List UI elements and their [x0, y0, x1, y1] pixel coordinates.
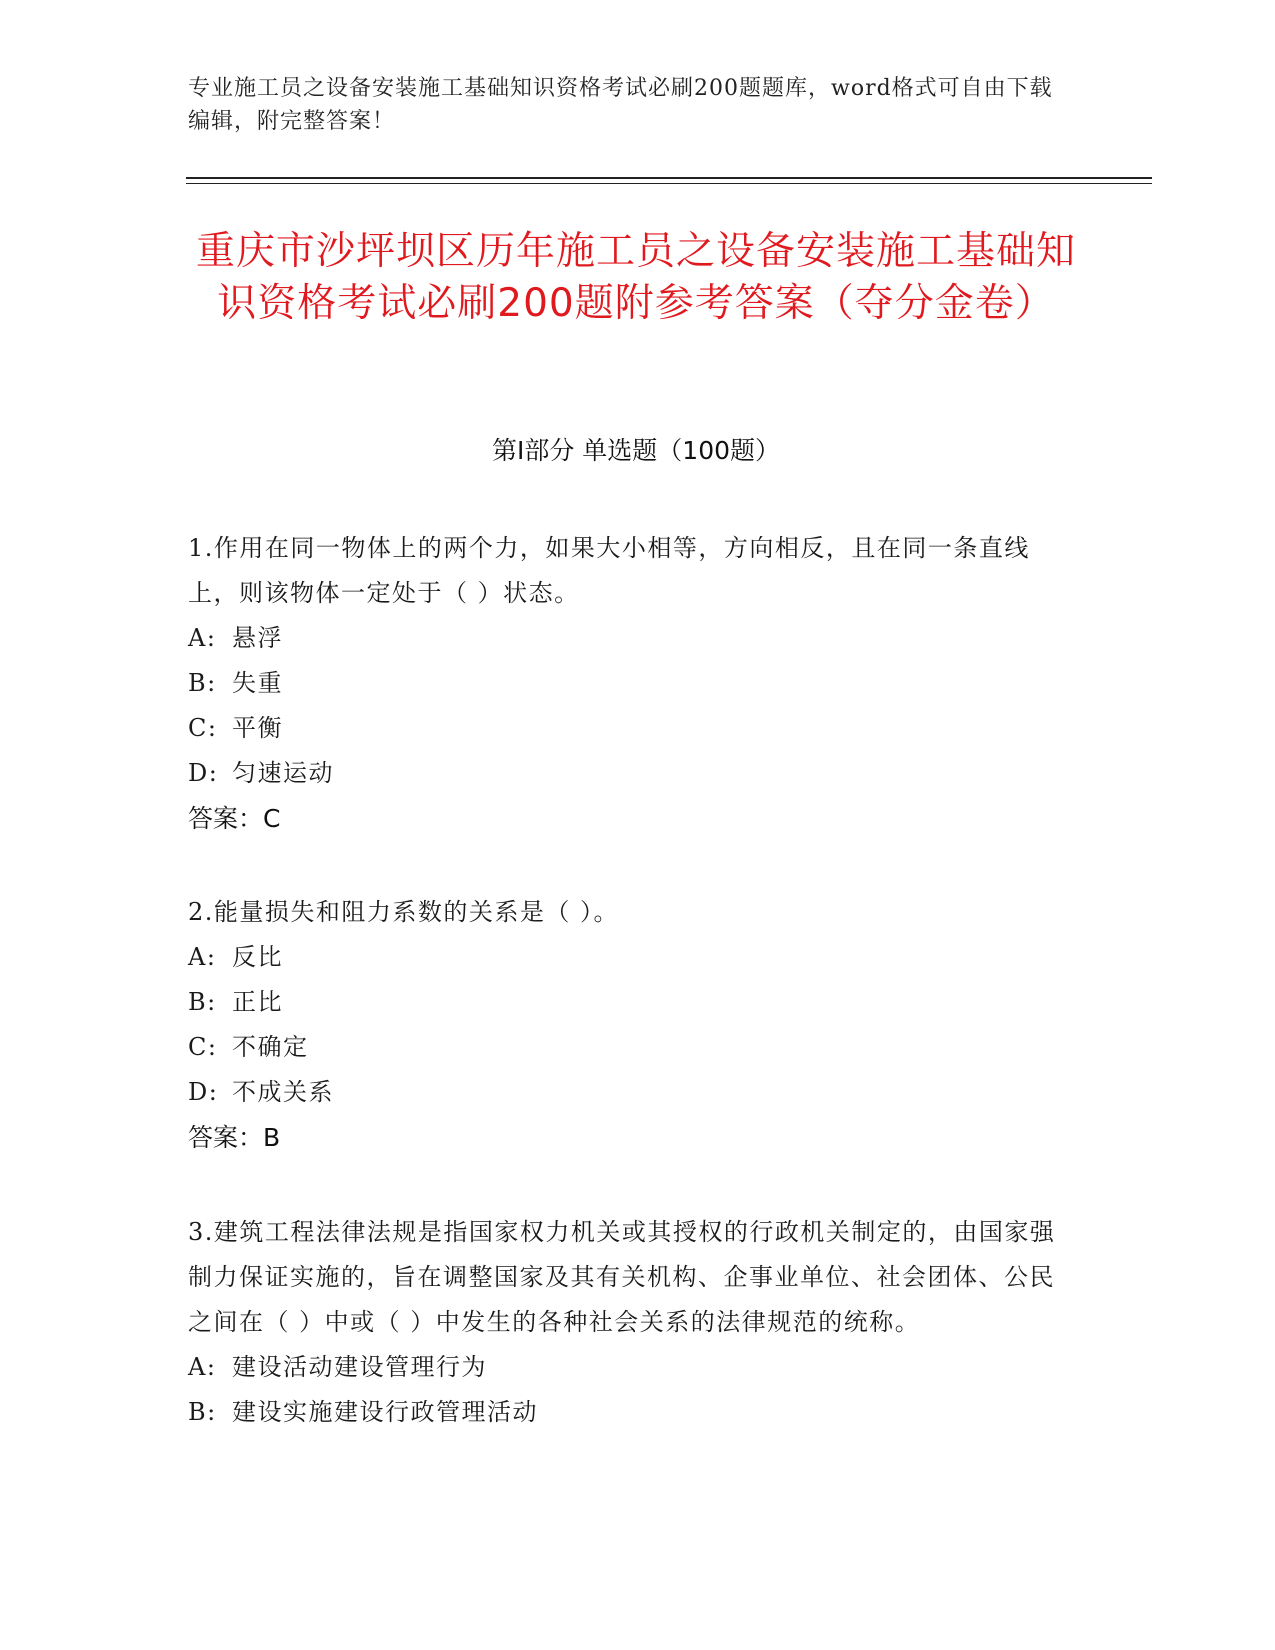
option-c: [188, 1025, 1068, 1070]
option-letter: D:: [188, 759, 219, 787]
header-divider-thick: [186, 177, 1152, 179]
option-letter: A:: [188, 943, 217, 971]
question-text: 3.建筑工程法律法规是指国家权力机关或其授权的行政机关制定的，由国家强制力保证实施的，旨在调整国家及其有关机构、企事业单位、社会团体、公民之间在（ ）中或（ ）中发生的各种社会关系的法律规范的统称。: [188, 1218, 1056, 1336]
option-a: [188, 935, 1068, 980]
option-text: 建设活动建设管理行为: [232, 1353, 487, 1381]
option-letter: B:: [188, 1398, 217, 1426]
option-d: [188, 1070, 1068, 1115]
answer-line: 答案：C: [188, 804, 281, 833]
option-a: [188, 616, 1068, 661]
option-d: [188, 751, 1068, 796]
question-1: [188, 526, 1068, 841]
option-letter: C:: [188, 714, 218, 742]
question-text: 2.能量损失和阻力系数的关系是（ ）。: [188, 898, 620, 926]
option-text: 不确定: [232, 1033, 309, 1061]
option-text: 建设实施建设行政管理活动: [232, 1398, 538, 1426]
option-text: 不成关系: [232, 1078, 334, 1106]
header-divider-thin: [186, 183, 1152, 184]
option-b: [188, 980, 1068, 1025]
option-a: [188, 1345, 1068, 1390]
question-3: [188, 1210, 1068, 1435]
option-b: [188, 1390, 1068, 1435]
option-letter: D:: [188, 1078, 219, 1106]
option-text: 悬浮: [232, 624, 283, 652]
header-note: 专业施工员之设备安装施工基础知识资格考试必刷200题题库，word格式可自由下载编辑，附完整答案！: [188, 76, 1053, 134]
option-letter: B:: [188, 988, 217, 1016]
section-heading: 第Ⅰ部分 单选题（100题）: [491, 436, 781, 465]
document-title: 重庆市沙坪坝区历年施工员之设备安装施工基础知识资格考试必刷200题附参考答案（夺分金卷）: [195, 229, 1076, 326]
option-letter: A:: [188, 624, 217, 652]
option-text: 失重: [232, 669, 283, 697]
option-text: 正比: [232, 988, 283, 1016]
question-text: 1.作用在同一物体上的两个力，如果大小相等，方向相反，且在同一条直线上，则该物体一定处于（ ）状态。: [188, 534, 1030, 607]
option-text: 平衡: [232, 714, 283, 742]
option-letter: A:: [188, 1353, 217, 1381]
option-letter: B:: [188, 669, 217, 697]
option-text: 匀速运动: [232, 759, 334, 787]
option-c: [188, 706, 1068, 751]
option-b: [188, 661, 1068, 706]
option-text: 反比: [232, 943, 283, 971]
question-2: [188, 890, 1068, 1160]
option-letter: C:: [188, 1033, 218, 1061]
answer-line: 答案：B: [188, 1123, 281, 1152]
